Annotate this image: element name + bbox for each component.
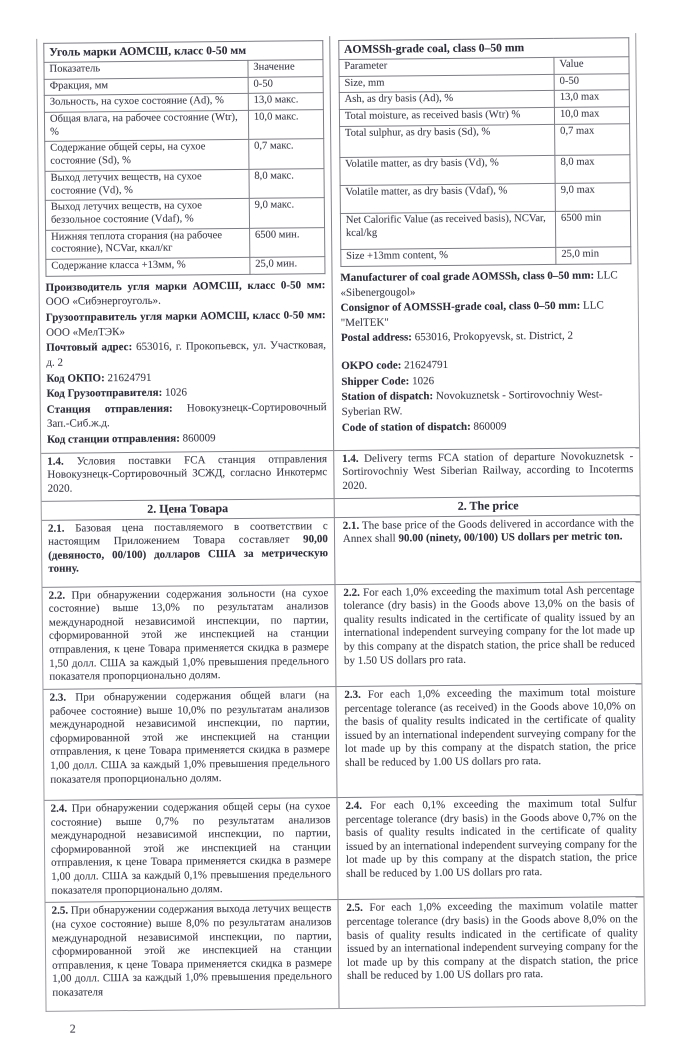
value-cell: 8,0 макс. <box>249 168 324 198</box>
value-cell: 0-50 <box>554 73 629 90</box>
param-cell: Общая влага, на рабочее состояние (Wtr), % <box>44 110 248 141</box>
info-line: Code of station of dispatch: 860009 <box>341 419 507 434</box>
info-line: OKPO code: 21624791 <box>341 359 449 373</box>
clause-row-1-4 <box>41 447 639 501</box>
table-row <box>340 211 631 250</box>
param-cell: Size, mm <box>339 74 554 93</box>
table-title: Уголь марки АОМСШ, класс 0-50 мм <box>44 41 323 63</box>
clause-2-1-en: 2.1. The base price of the Goods delivered in accordance with the Annex shall 90.00 (ninety, 00/100) US dollars per metric ton. <box>334 515 641 584</box>
clause-2-5-en: 2.5. For each 1,0% exceeding the maximum volatile matter percentage tolerance (dry basis) in the Goods above 8,0% on the basis of quality results indicated in the certificate of quality issued by an international independent surveying company for the lot made up by this company at the dispatch station, the price shall be reduced by 1.00 US dollars pro rata. <box>337 897 644 1008</box>
column-english <box>329 33 639 450</box>
spec-table-ru <box>43 40 325 276</box>
info-line: Код станции отправления: 860009 <box>47 432 216 446</box>
value-cell: 25,0 min <box>556 247 631 264</box>
value-cell: 0-50 <box>248 76 323 93</box>
price-header-en: 2. The price <box>333 496 639 517</box>
info-line: Код ОКПО: 21624791 <box>46 371 152 385</box>
specs-and-shipper-row <box>37 33 639 452</box>
clause-2-2-ru: 2.2. При обнаружении содержания зольности (на сухое состояние) выше 13,0% по результатам анализов международной независимой инспекции, по партии, сформированной этой же инспекцией на станции отправления, к цене Товара применяется скидка в размере 1,50 долл. США за каждый 1,0% превышения предельного показателя пропорционально долям. <box>48 586 330 684</box>
table-row <box>45 139 324 171</box>
param-cell: Зольность, на сухое состояние (Ad), % <box>44 94 248 113</box>
info-line: Station of dispatch: Novokuznetsk - Sortirovochniy West-Syberian RW. <box>341 388 603 418</box>
param-cell: Содержание общей серы, на сухое состояние (Sd), % <box>45 140 249 171</box>
table-row <box>339 123 629 157</box>
value-header: Value <box>554 57 629 74</box>
value-cell: 0,7 max <box>555 123 630 155</box>
info-line: Shipper Code: 1026 <box>341 374 435 388</box>
value-cell: 0,7 макс. <box>249 139 324 169</box>
clause-row-2-5 <box>46 896 645 1011</box>
info-line: Код Грузоотправителя: 1026 <box>46 386 188 400</box>
table-row <box>341 247 631 266</box>
param-header: Показатель <box>44 60 248 79</box>
value-cell: 6500 min <box>555 211 630 248</box>
producer-info-en <box>340 268 633 435</box>
param-cell: Volatile matter, as dry basis (Vd), % <box>340 156 555 186</box>
value-cell: 6500 мин. <box>249 227 324 257</box>
table-row <box>340 183 630 213</box>
info-line: Грузоотправитель угля марки АОМСШ, класс 0-50 мм: ООО «МелТЭК» <box>45 309 326 339</box>
table-row <box>45 198 324 230</box>
table-title: AOMSSh-grade coal, class 0–50 mm <box>339 38 629 60</box>
clause-2-3-en: 2.3. For each 1,0% exceeding the maximum total moisture percentage tolerance (as received) in the Goods above 10,0% on the basis of quality results indicated in the certificate of quality issued by an international independent surveying company for the lot made up by this company at the dispatch station, the price shall be reduced by 1.00 US dollars pro rata. <box>335 684 642 797</box>
value-cell: 13,0 макс. <box>248 93 323 110</box>
table-row <box>46 257 325 276</box>
table-row <box>45 168 324 200</box>
param-cell: Нижняя теплота сгорания (на рабочее состояние), NCVar, ккал/кг <box>46 228 250 259</box>
value-cell: 8,0 max <box>555 155 630 183</box>
clause-1-4-en: 1.4. Delivery terms FCA station of departure Novokuznetsk - Sortirovochniy West Siberian Railway, according to Incoterms 2020. <box>333 448 640 498</box>
clause-row-2-2 <box>42 581 641 689</box>
value-header: Значение <box>248 60 323 77</box>
value-cell: 9,0 max <box>555 183 630 211</box>
info-line: Manufacturer of coal grade AOMSSh, class 0–50 mm: LLC «Sibenergougol» <box>340 269 618 299</box>
param-cell: Выход летучих веществ, на сухое беззольное состояние (Vdaf), % <box>45 199 249 230</box>
spec-table-en <box>338 37 631 267</box>
param-cell: Total sulphur, as dry basis (Sd), % <box>339 124 554 158</box>
info-line: Consignor of AOMSSH-grade coal, class 0–50 mm: LLC "MelTEK" <box>340 299 604 329</box>
clause-2-1-ru: 2.1. Базовая цена поставляемого в соответствии с настоящим Приложением Товара составляет 90,00 (девяносто, 00/100) долларов США за метрическую тонну. <box>47 519 329 576</box>
document-page <box>36 33 644 1037</box>
producer-info-ru <box>46 278 327 448</box>
clause-1-4-ru: 1.4. Условия поставки FCA станция отправления Новокузнецк-Сортировочный ЗСЖД, согласно Инкотермс 2020. <box>47 452 328 495</box>
info-line: Почтовый адрес: 653016, г. Прокопьевск, ул. Участковая, д. 2 <box>46 339 327 369</box>
param-cell: Size +13mm content, % <box>341 248 556 267</box>
value-cell: 9,0 макс. <box>249 198 324 228</box>
clause-row-2-1 <box>42 514 641 587</box>
clause-2-4-en: 2.4. For each 0,1% exceeding the maximum total Sulfur percentage tolerance (dry basis) in the Goods above 0,7% on the basis of quality results indicated in the certificate of quality issued by an international independent surveying company for the lot made up by this company at the dispatch station, the price shall be reduced by 1.00 US dollars pro rata. <box>336 795 643 899</box>
param-cell: Выход летучих веществ, на сухое состояние (Vd), % <box>45 169 249 200</box>
clause-2-2-en: 2.2. For each 1,0% exceeding the maximum total Ash percentage tolerance (dry basis) in the Goods above 13,0% on the basis of quality results indicated in the certificate of quality issued by an international independent surveying company for the lot made up by this company at the dispatch station, the price shall be reduced by 1.50 US dollars pro rata. <box>334 582 641 686</box>
contract-annex-table <box>36 33 645 1012</box>
param-cell: Содержание класса +13мм, % <box>46 257 250 276</box>
page-number: 2 <box>69 1021 76 1036</box>
param-cell: Volatile matter, as dry basis (Vdaf), % <box>340 184 555 214</box>
clause-2-3-ru: 2.3. При обнаружении содержания общей влаги (на рабочее состояние) выше 10,0% по результатам анализов международной независимой инспекции, по партии, сформированной этой же инспекцией на станции отправления, к цене Товара применяется скидка в размере 1,00 долл. США за каждый 1,0% превышения предельного показателя пропорционально долям. <box>49 688 331 786</box>
info-line: Станция отправления: Новокузнецк-Сортировочный Зап.-Сиб.ж.д. <box>46 400 327 431</box>
table-row <box>340 155 630 185</box>
table-row <box>44 110 323 142</box>
info-line: Производитель угля марки АОМСШ, класс 0-50 мм: ООО «Сибэнергоуголь». <box>45 278 326 309</box>
column-russian <box>37 36 333 452</box>
clause-2-4-ru: 2.4. При обнаружении содержания общей серы (на сухое состояние) выше 0,7% по результатам анализов международной независимой инспекции, по партии, сформированной этой же инспекцией на станции отправления, к цене Товара применяется скидка в размере 1,00 долл. США за каждый 0,1% превышения предельного показателя пропорционально долям. <box>50 799 332 897</box>
value-cell: 10,0 макс. <box>248 110 323 140</box>
value-cell: 13,0 max <box>554 90 629 107</box>
clause-2-5-ru: 2.5. При обнаружении содержания выхода летучих веществ (на сухое состояние) выше 8,0% по результатам анализов международной независимой инспекции, по партии, сформированной этой же инспекцией на станции отправления, к цене Товара применяется скидка в размере 1,00 долл. США за каждый 1,0% превышения предельного показателя <box>51 902 333 999</box>
param-cell: Фракция, мм <box>44 77 248 96</box>
param-cell: Net Calorific Value (as received basis), NCVar, kcal/kg <box>340 211 556 249</box>
table-row <box>46 227 325 259</box>
info-line: Postal address: 653016, Prokopyevsk, st. District, 2 <box>340 330 574 345</box>
clause-row-2-4 <box>45 794 644 902</box>
value-cell: 10,0 max <box>554 107 629 124</box>
param-header: Parameter <box>339 57 554 76</box>
param-cell: Total moisture, as received basis (Wtr) % <box>339 107 554 126</box>
price-header-ru: 2. Цена Товара <box>147 500 229 516</box>
param-cell: Ash, as dry basis (Ad), % <box>339 91 554 110</box>
clause-row-2-3 <box>43 683 642 800</box>
value-cell: 25,0 мин. <box>250 257 325 274</box>
